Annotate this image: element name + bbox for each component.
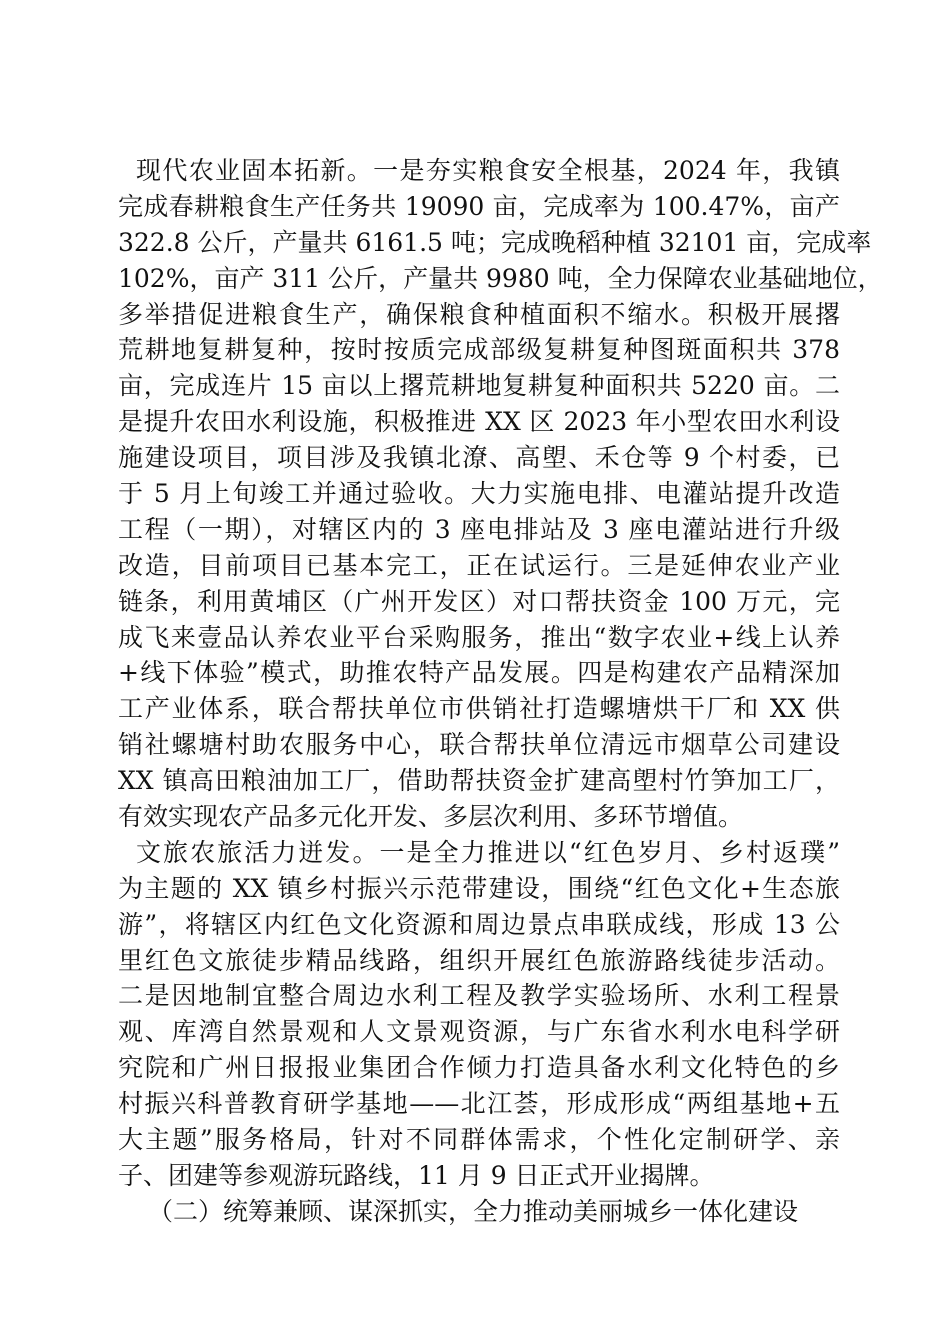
paragraph-cultural-tourism	[118, 835, 840, 1194]
text-line: 村振兴科普教育研学基地——北江荟，形成形成“两组基地+五	[118, 1089, 840, 1119]
text-line: 子、团建等参观游玩路线，11 月 9 日正式开业揭牌。	[118, 1160, 715, 1190]
text-line: 改造，目前项目已基本完工，正在试运行。三是延伸农业产业	[118, 550, 840, 580]
text-line: 荒耕地复耕复种，按时按质完成部级复耕复种图斑面积共 378	[118, 335, 840, 365]
text-line: 322.8 公斤，产量共 6161.5 吨；完成晚稻种植 32101 亩，完成率	[118, 227, 872, 257]
text-line: 游”，将辖区内红色文化资源和周边景点串联成线，形成 13 公	[118, 909, 840, 939]
text-line: 有效实现农产品多元化开发、多层次利用、多环节增值。	[118, 802, 744, 832]
text-line: 成飞来壹品认养农业平台采购服务，推出“数字农业+线上认养	[118, 622, 840, 652]
text-line: 是提升农田水利设施，积极推进 XX 区 2023 年小型农田水利设	[118, 407, 840, 437]
paragraph-modern-agriculture	[118, 153, 883, 835]
text-line: 亩，完成连片 15 亩以上撂荒耕地复耕复种面积共 5220 亩。二	[118, 371, 840, 401]
text-line: 施建设项目，项目涉及我镇北潦、高塱、禾仓等 9 个村委，已	[118, 443, 840, 473]
text-line: 现代农业固本拓新。一是夯实粮食安全根基，2024 年，我镇	[136, 156, 840, 185]
text-line: 究院和广州日报报业集团合作倾力打造具备水利文化特色的乡	[118, 1053, 840, 1083]
text-line: 大主题”服务格局，针对不同群体需求，个性化定制研学、亲	[118, 1125, 840, 1155]
text-line: 文旅农旅活力迸发。一是全力推进以“红色岁月、乡村返璞”	[136, 837, 840, 867]
text-line: 观、库湾自然景观和人文景观资源，与广东省水利水电科学研	[118, 1017, 840, 1047]
text-line: XX 镇高田粮油加工厂，借助帮扶资金扩建高塱村竹笋加工厂，	[118, 766, 840, 796]
text-line: 工程（一期），对辖区内的 3 座电排站及 3 座电灌站进行升级	[118, 514, 840, 544]
text-line: 链条，利用黄埔区（广州开发区）对口帮扶资金 100 万元，完	[118, 586, 840, 616]
text-line: 工产业体系，联合帮扶单位市供销社打造螺塘烘干厂和 XX 供	[118, 694, 840, 724]
text-line: 二是因地制宜整合周边水利工程及教学实验场所、水利工程景	[118, 981, 840, 1011]
text-line: 于 5 月上旬竣工并通过验收。大力实施电排、电灌站提升改造	[118, 479, 840, 509]
text-line: 里红色文旅徒步精品线路，组织开展红色旅游路线徒步活动。	[118, 945, 840, 975]
text-line: 为主题的 XX 镇乡村振兴示范带建设，围绕“红色文化+生态旅	[118, 873, 840, 903]
section-heading: （二）统筹兼顾、谋深抓实，全力推动美丽城乡一体化建设	[148, 1196, 799, 1226]
text-line: 102%，亩产 311 公斤，产量共 9980 吨，全力保障农业基础地位，	[118, 263, 883, 293]
text-line: +线下体验”模式，助推农特产品发展。四是构建农产品精深加	[118, 658, 840, 688]
text-line: 多举措促进粮食生产，确保粮食种植面积不缩水。积极开展撂	[118, 299, 840, 329]
text-line: 完成春耕粮食生产任务共 19090 亩，完成率为 100.47%，亩产	[118, 191, 840, 221]
text-line: 销社螺塘村助农服务中心，联合帮扶单位清远市烟草公司建设	[118, 730, 840, 760]
document-page	[118, 153, 883, 1230]
